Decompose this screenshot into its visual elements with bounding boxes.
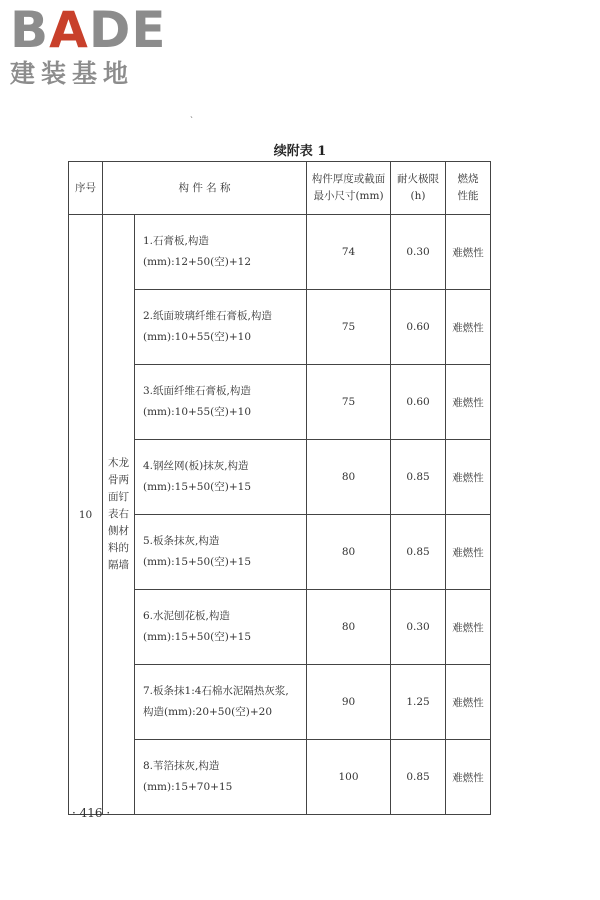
component-name: 2.纸面玻璃纤维石膏板,构造(mm):10+55(空)+10 (135, 290, 307, 365)
table-row (69, 215, 491, 290)
header-fire-limit: 耐火极限 (h) (391, 162, 446, 215)
header-index: 序号 (69, 162, 103, 215)
burn-performance: 难燃性 (446, 740, 491, 815)
component-name: 7.板条抹1:4石棉水泥隔热灰浆,构造(mm):20+50(空)+20 (135, 665, 307, 740)
burn-performance: 难燃性 (446, 440, 491, 515)
group-index: 10 (69, 215, 103, 815)
fire-limit-value: 0.60 (391, 290, 446, 365)
fire-limit-value: 0.60 (391, 365, 446, 440)
table-header-row (69, 162, 491, 215)
fire-limit-value: 0.85 (391, 440, 446, 515)
thickness-value: 90 (307, 665, 391, 740)
component-name: 1.石膏板,构造(mm):12+50(空)+12 (135, 215, 307, 290)
thickness-value: 74 (307, 215, 391, 290)
fire-resistance-table (68, 161, 491, 815)
fire-limit-value: 1.25 (391, 665, 446, 740)
fire-limit-value: 0.30 (391, 215, 446, 290)
component-name: 5.板条抹灰,构造(mm):15+50(空)+15 (135, 515, 307, 590)
burn-performance: 难燃性 (446, 515, 491, 590)
header-name: 构 件 名 称 (103, 162, 307, 215)
fire-limit-value: 0.30 (391, 590, 446, 665)
fire-limit-value: 0.85 (391, 515, 446, 590)
brand-logo (10, 1, 180, 90)
burn-performance: 难燃性 (446, 290, 491, 365)
thickness-value: 100 (307, 740, 391, 815)
group-category: 木龙 骨两 面钉 表右 侧材 料的 隔墙 (103, 215, 135, 815)
header-burn: 燃烧 性能 (446, 162, 491, 215)
burn-performance: 难燃性 (446, 665, 491, 740)
fire-limit-value: 0.85 (391, 740, 446, 815)
burn-performance: 难燃性 (446, 215, 491, 290)
table-caption: 续附表 1 (273, 144, 327, 159)
component-name: 3.纸面纤维石膏板,构造(mm):10+55(空)+10 (135, 365, 307, 440)
thickness-value: 80 (307, 515, 391, 590)
thickness-value: 75 (307, 290, 391, 365)
logo-subtitle: 建装基地 (10, 59, 135, 88)
thickness-value: 75 (307, 365, 391, 440)
logo-wordmark: BADE (10, 1, 167, 59)
thickness-value: 80 (307, 440, 391, 515)
component-name: 6.水泥刨花板,构造(mm):15+50(空)+15 (135, 590, 307, 665)
stray-mark: ˏ (190, 109, 193, 119)
burn-performance: 难燃性 (446, 365, 491, 440)
thickness-value: 80 (307, 590, 391, 665)
component-name: 4.钢丝网(板)抹灰,构造(mm):15+50(空)+15 (135, 440, 307, 515)
component-name: 8.苇箔抹灰,构造(mm):15+70+15 (135, 740, 307, 815)
header-thickness: 构件厚度或截面 最小尺寸(mm) (307, 162, 391, 215)
burn-performance: 难燃性 (446, 590, 491, 665)
page-number: · 416 · (72, 806, 111, 820)
